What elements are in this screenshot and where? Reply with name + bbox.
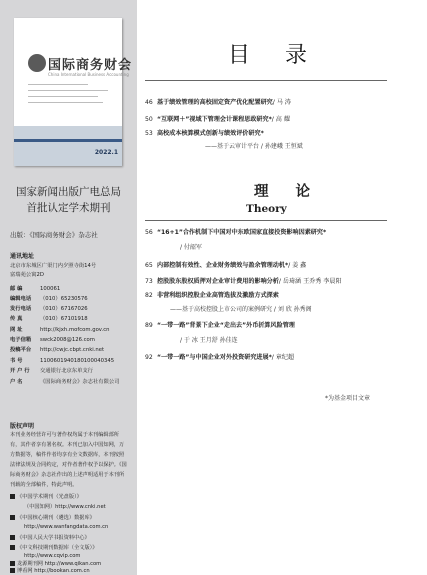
slogan-line-1: 国家新闻出版广电总局 — [16, 186, 121, 198]
info-key: 邮 编 — [10, 286, 23, 292]
database-text: http://www.cqvip.com — [24, 553, 81, 559]
info-row — [10, 336, 95, 344]
journal-logo-icon — [28, 54, 46, 72]
info-row — [10, 315, 88, 323]
article-author-line: / 于 冰 王月舒 孙佳连 — [180, 337, 238, 344]
info-address-2: 富瑞苑公寓2D — [10, 272, 44, 278]
copyright-text: 本刊业务经营许可与著作权均属于本刊编辑部所有，其作者享有署名权。本刊已加入中国知网，万方数据等，稿件作者均享有全文数据库，本刊按照法律法规及合同约定，对作者著作权予以保护。《国际商务财会》杂志社作出的上述声明适用于本刊所刊载的全部稿件，特此声明。 — [10, 432, 127, 488]
database-item — [10, 567, 90, 574]
page-number: 56 — [145, 229, 153, 236]
article-author: / 马 涛 — [272, 99, 291, 106]
toc-entry[interactable] — [145, 227, 326, 236]
article-title: “16+1”合作机制下中国对中东欧国家直接投资影响因素研究* — [157, 229, 327, 236]
info-value: （010）65230576 — [40, 296, 88, 302]
page-number: 89 — [145, 322, 153, 329]
toc-entry[interactable] — [145, 290, 279, 299]
toc-entry[interactable] — [145, 260, 306, 269]
article-title: 高校成本核算模式创新与绩效评价研究* — [157, 130, 264, 137]
square-bullet-icon — [10, 568, 15, 573]
toc-entry[interactable] — [145, 128, 264, 137]
info-key: 网 址 — [10, 327, 23, 333]
database-text: 《中国核心期刊（遴选）数据库》 — [17, 515, 95, 521]
article-author: / 姜 鑫 — [288, 262, 307, 269]
article-author: / 章纪超 — [271, 354, 295, 361]
fund-footnote: *为基金项目文章 — [325, 395, 371, 402]
info-key: 传 真 — [10, 316, 23, 322]
square-bullet-icon — [10, 545, 15, 550]
database-text: 《中国人民大学书报资料中心》 — [17, 535, 90, 541]
article-author: / 高 耀 — [271, 116, 290, 123]
toc-entry[interactable] — [145, 352, 294, 361]
page-number: 65 — [145, 262, 153, 269]
article-title: 基于绩效管理的高校固定资产优化配置研究 — [157, 99, 273, 106]
article-title: “一带一路”与中国企业对外投资研究进展* — [157, 354, 272, 361]
database-text: （中国知网）http://www.cnki.net — [24, 504, 106, 510]
cover-divider — [28, 84, 88, 85]
info-value: 交通银行北京东单支行 — [40, 368, 93, 374]
info-row — [10, 378, 119, 386]
database-text: 博看网 http://bookan.com.cn — [17, 568, 90, 574]
database-text: 《中国学术期刊（光盘版）》 — [17, 494, 82, 500]
toc-entry[interactable] — [145, 320, 295, 329]
square-bullet-icon — [10, 515, 15, 520]
info-value: 1100601940180100040345 — [40, 358, 115, 364]
info-key: 电子信箱 — [10, 337, 32, 343]
info-key: 发行电话 — [10, 306, 32, 312]
slogan-line-2: 首批认定学术期刊 — [26, 202, 111, 214]
cover-band-stripe — [14, 139, 122, 142]
database-text: 龙源期刊网 http://www.qikan.com — [17, 561, 102, 567]
info-row — [10, 285, 60, 293]
database-text: 《中文科技期刊数据库（全文版）》 — [17, 545, 98, 551]
section-title-chinese: 理 论 — [254, 183, 322, 200]
article-subtitle: ——基于高校控股上市公司的案例研究 / 刘 欣 孙秀阁 — [170, 306, 312, 313]
database-item — [10, 503, 106, 510]
info-row — [10, 295, 88, 303]
info-heading: 通讯地址 — [10, 253, 35, 260]
info-value: swck2008@126.com — [40, 337, 95, 343]
info-value: 100061 — [40, 286, 61, 292]
article-subtitle: ——基于云审计平台 / 孙建峨 王恒斌 — [205, 143, 303, 150]
cover-divider — [28, 90, 108, 91]
database-item — [10, 493, 82, 500]
info-key: 书 号 — [10, 358, 23, 364]
info-value: http://cwjc.cbpt.cnki.net — [40, 347, 105, 353]
article-title: 非营利组织控股企业高管选拔及激励方式探索 — [157, 292, 279, 299]
journal-cover-image — [14, 18, 133, 166]
article-title: “互联网＋”视域下管理会计课程思政研究* — [157, 116, 272, 123]
info-key: 户 名 — [10, 379, 23, 385]
info-value: http://kjxh.mofcom.gov.cn — [40, 327, 110, 333]
info-row — [10, 367, 93, 375]
page-number: 53 — [145, 130, 153, 137]
page-number: 73 — [145, 278, 153, 285]
database-item — [10, 553, 80, 559]
info-key: 投稿平台 — [10, 347, 32, 353]
info-row — [10, 305, 88, 313]
page-number: 92 — [145, 354, 153, 361]
page-number: 50 — [145, 116, 153, 123]
square-bullet-icon — [10, 494, 15, 499]
cover-subtitle: China International Business Accounting — [48, 72, 129, 77]
article-title: 内部控制有效性、企业财务绩效与盈余管理动机* — [157, 262, 289, 269]
toc-entry[interactable] — [145, 276, 342, 285]
article-title: 控股股东股权质押对企业审计费用的影响分析 — [157, 278, 279, 285]
database-item — [10, 534, 90, 541]
toc-title-rule — [145, 80, 387, 81]
article-author: / 岳琦涵 王乔秀 李晨阳 — [278, 278, 342, 285]
database-text: http://www.wanfangdata.com.cn — [24, 524, 109, 530]
toc-entry[interactable] — [145, 114, 290, 123]
journal-sidebar — [0, 0, 137, 575]
info-value: 《国际商务财会》杂志社有限公司 — [40, 379, 120, 385]
square-bullet-icon — [10, 561, 15, 566]
section-title-english: Theory — [246, 203, 287, 215]
database-item — [10, 524, 108, 530]
publisher: 出版：《国际商务财会》杂志社 — [10, 231, 98, 239]
info-row — [10, 346, 104, 354]
info-address-1: 北京市东城区广渠门内夕照寺街14号 — [10, 263, 97, 269]
info-row — [10, 326, 109, 334]
database-item — [10, 544, 97, 551]
cover-divider — [28, 96, 98, 97]
info-value: （010）67101918 — [40, 316, 88, 322]
database-item — [10, 560, 101, 567]
toc-title: 目 录 — [228, 43, 321, 68]
page-number: 82 — [145, 292, 153, 299]
cover-divider — [28, 102, 103, 103]
cover-band — [14, 126, 122, 166]
cover-title: 国际商务财会 — [48, 58, 133, 73]
page-number: 46 — [145, 99, 153, 106]
info-key: 开 户 行 — [10, 368, 30, 374]
copyright-title: 版权声明 — [10, 423, 35, 430]
section-rule — [145, 220, 387, 221]
info-value: （010）67167026 — [40, 306, 88, 312]
toc-entry[interactable] — [145, 97, 291, 106]
database-item — [10, 514, 95, 521]
article-title: “一带一路”背景下企业“走出去”外币折算风险管理 — [157, 322, 295, 329]
info-key: 编辑电话 — [10, 296, 32, 302]
cover-issue: 2022.1 — [94, 149, 118, 156]
article-author-line: / 付韶军 — [180, 244, 202, 251]
info-row — [10, 357, 114, 365]
square-bullet-icon — [10, 535, 15, 540]
